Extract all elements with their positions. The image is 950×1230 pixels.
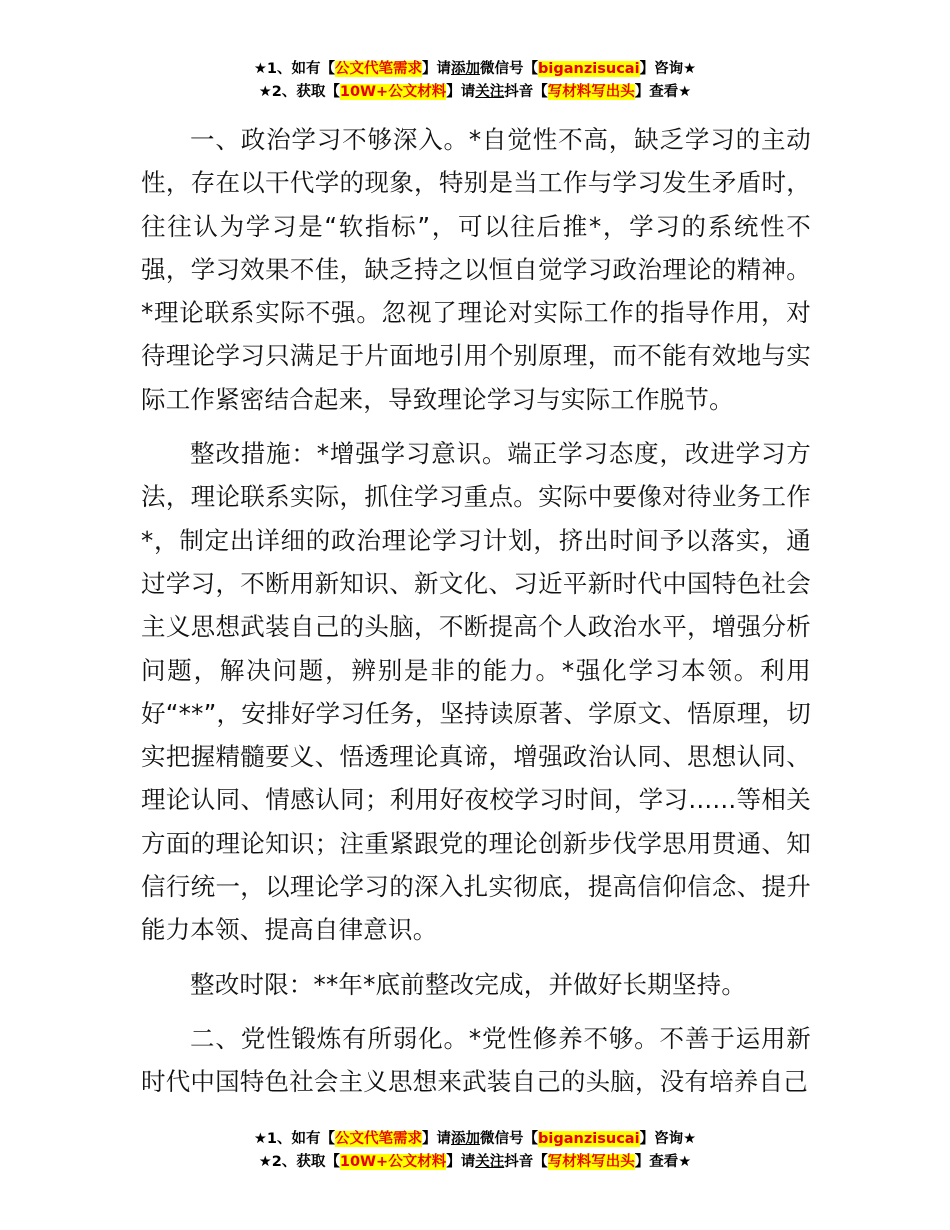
banner-emphasis: 关注 <box>475 1154 505 1170</box>
banner-wechat-id: biganzisucai <box>538 1131 640 1147</box>
footer-banner <box>0 1128 950 1174</box>
banner-highlight: 10W+公文材料 <box>339 1154 447 1170</box>
paragraph-problem-1: 一、政治学习不够深入。*自觉性不高，缺乏学习的主动性，存在以干代学的现象，特别是当工作与学习发生矛盾时，往往认为学习是“软指标”，可以往后推*，学习的系统性不强，学习效果不佳，缺乏持之以恒自觉学习政治理论的精神。*理论联系实际不强。忽视了理论对实际工作的指导作用，对待理论学习只满足于片面地引用个别原理，而不能有效地与实际工作紧密结合起来，导致理论学习与实际工作脱节。 <box>141 125 811 414</box>
document-body <box>141 118 811 1115</box>
banner-line-1: ★1、如有【公文代笔需求】请添加微信号【biganzisucai】咨询★ <box>253 1131 697 1147</box>
banner-wechat-id: biganzisucai <box>538 61 640 77</box>
banner-douyin-id: 写材料写出头 <box>547 1154 635 1170</box>
banner-highlight: 公文代笔需求 <box>335 1131 423 1147</box>
banner-line-2: ★2、获取【10W+公文材料】请关注抖音【写材料写出头】查看★ <box>258 1154 692 1170</box>
paragraph-deadline: 整改时限：**年*底前整改完成，并做好长期坚持。 <box>190 969 747 999</box>
paragraph-problem-2: 二、党性锻炼有所弱化。*党性修养不够。不善于运用新时代中国特色社会主义思想来武装自己的头脑，没有培养自己 <box>141 1023 811 1097</box>
header-banner <box>0 58 950 104</box>
paragraph-measures: 整改措施：*增强学习意识。端正学习态度，改进学习方法，理论联系实际，抓住学习重点。实际中要像对待业务工作*，制定出详细的政治理论学习计划，挤出时间予以落实，通过学习，不断用新知识、新文化、习近平新时代中国特色社会主义思想武装自己的头脑，不断提高个人政治水平，增强分析问题，解决问题，辨别是非的能力。*强化学习本领。利用好“**”，安排好学习任务，坚持读原著、学原文、悟原理，切实把握精髓要义、悟透理论真谛，增强政治认同、思想认同、理论认同、情感认同；利用好夜校学习时间，学习......等相关方面的理论知识；注重紧跟党的理论创新步伐学思用贯通、知信行统一，以理论学习的深入扎实彻底，提高信仰信念、提升能力本领、提高自律意识。 <box>141 439 811 945</box>
banner-douyin-id: 写材料写出头 <box>547 84 635 100</box>
banner-emphasis: 关注 <box>475 84 505 100</box>
banner-highlight: 公文代笔需求 <box>335 61 423 77</box>
banner-highlight: 10W+公文材料 <box>339 84 447 100</box>
banner-line-2: ★2、获取【10W+公文材料】请关注抖音【写材料写出头】查看★ <box>258 84 692 100</box>
banner-emphasis: 添加 <box>451 1131 481 1147</box>
banner-line-1: ★1、如有【公文代笔需求】请添加微信号【biganzisucai】咨询★ <box>253 61 697 77</box>
banner-emphasis: 添加 <box>451 61 481 77</box>
